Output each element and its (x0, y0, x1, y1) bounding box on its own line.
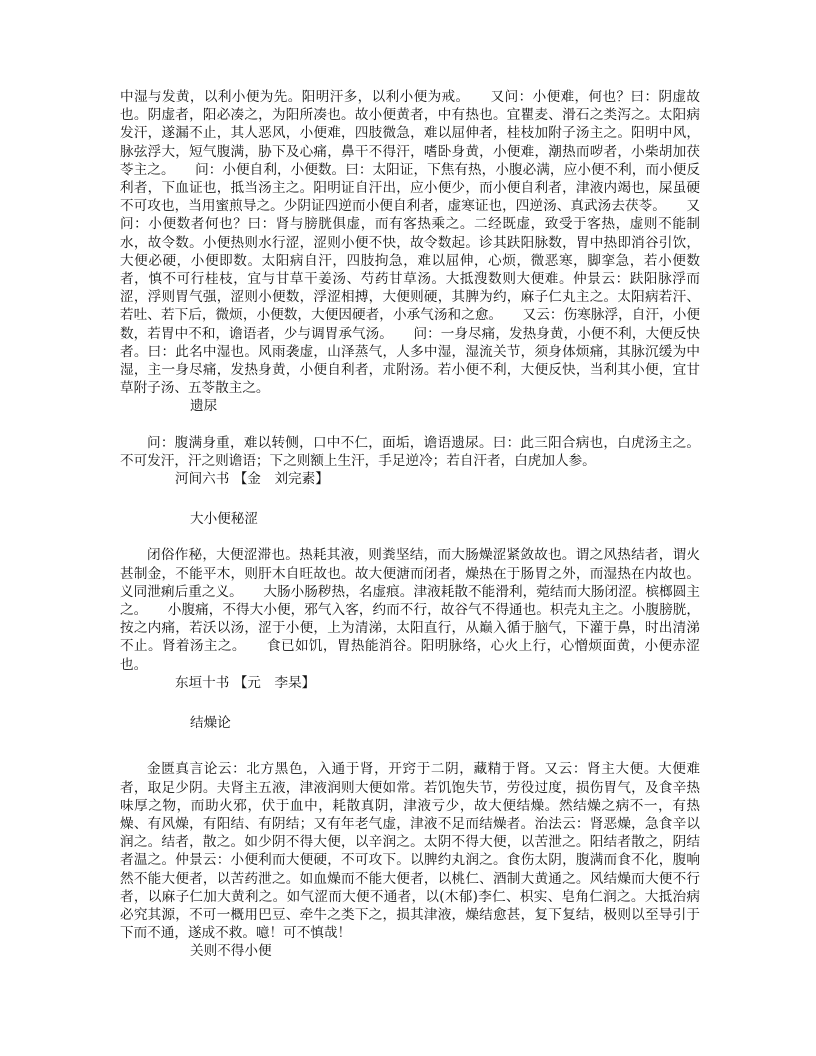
section-heading-yiniao: 遗尿 (190, 398, 218, 415)
section-heading-dxbm: 大小便秘涩 (190, 511, 258, 528)
section-heading-jiezao: 结燥论 (190, 715, 231, 732)
source-byline-dongyuan: 东垣十书 【元 李杲】 (175, 674, 316, 691)
document-page (120, 88, 700, 961)
paragraph-dxbm: 闭俗作秘，大便涩滞也。热耗其液，则粪坚结，而大肠燥涩紧敛故也。谓之风热结者，谓火甚制金，不能平木，则肝木自旺故也。故大便溏而闭者，燥热在于肠胃之外，而湿热在内故也。义同泄痢后重之义。 大肠小肠秽热，名虚痕。津液耗散不能滑利，菀结而大肠闭涩。槟榔圆主之。 小腹痛，不得大小便，邪气入客，约而不行，故谷气不得通也。枳壳丸主之。小腹膀胱，按之内痛，若沃以汤，涩于小便，上为清涕，太阳直行，从巅入循于脑气，下灌于鼻，时出清涕不止。肾着汤主之。 食已如饥，胃热能消谷。阳明脉络，心火上行，心憎烦面黄，小便赤涩也。 (120, 547, 700, 673)
paragraph-jiezao: 金匮真言论云：北方黑色，入通于肾，开窍于二阴，藏精于肾。又云：肾主大便。大便难者，取足少阴。夫肾主五液，津液润则大便如常。若饥饱失节，劳役过度，损伤胃气，及食辛热味厚之物，而助火邪，伏于血中，耗散真阴，津液亏少，故大便结燥。然结燥之病不一，有热燥、有风燥，有阳结、有阴结；又有年老气虚，津液不足而结燥者。治法云：肾恶燥，急食辛以润之。结者，散之。如少阴不得大便，以辛润之。太阴不得大便，以苦泄之。阳结者散之，阴结者温之。仲景云：小便利而大便硬，不可攻下。以脾约丸润之。食伤太阴，腹满而食不化，腹响然不能大便者，以苦药泄之。如血燥而不能大便者，以桃仁、酒制大黄通之。风结燥而大便不行者，以麻子仁加大黄利之。如气涩而大便不通者，以(木郁)李仁、枳实、皂角仁润之。大抵治病必究其源，不可一概用巴豆、牵牛之类下之，损其津液，燥结愈甚，复下复结，极则以至导引于下而不通，遂成不救。噫！可不慎哉！ (120, 761, 700, 942)
paragraph-yiniao: 问：腹满身重，难以转侧，口中不仁，面垢，谵语遗尿。曰：此三阳合病也，白虎汤主之。不可发汗，汗之则谵语；下之则额上生汗，手足逆冷；若自汗者，白虎加人参。 (120, 434, 700, 469)
section-heading-guanze: 关则不得小便 (190, 943, 272, 960)
paragraph-xiaobian-nan: 中湿与发黄，以利小便为先。阳明汗多，以利小便为戒。 又问：小便难，何也？曰：阴虚故也。阴虚者，阳必凑之，为阳所凑也。故小便黄者，中有热也。宜瞿麦、滑石之类泻之。太阳病发汗，遂漏不止，其人恶风，小便难，四肢微急，难以屈伸者，桂枝加附子汤主之。阳明中风，脉弦浮大，短气腹满，胁下及心痛，鼻干不得汗，嗜卧身黄，小便难，潮热而哕者，小柴胡加茯苓主之。 问：小便自利，小便数。曰：太阳证，下焦有热，小腹必满，应小便不利，而小便反利者，下血证也，抵当汤主之。阳明证自汗出，应小便少，而小便自利者，津液内竭也，屎虽硬不可攻也，当用蜜煎导之。少阴证四逆而小便自利者，虚寒证也，四逆汤、真武汤去茯苓。 又问：小便数者何也？曰：肾与膀胱俱虚，而有客热乘之。二经既虚，致受于客热，虚则不能制水，故令数。小便热则水行涩，涩则小便不快，故令数起。诊其趺阳脉数，胃中热即消谷引饮，大便必硬，小便即数。太阳病自汗，四肢拘急，难以屈伸，心烦，微恶寒，脚挛急，若小便数者，慎不可行桂枝，宜与甘草干姜汤、芍药甘草汤。大抵溲数则大便难。仲景云：趺阳脉浮而涩，浮则胃气强，涩则小便数，浮涩相搏，大便则硬，其脾为约，麻子仁丸主之。太阳病若汗、若吐、若下后，微烦，小便数，大便因硬者，小承气汤和之愈。 又云：伤寒脉浮，自汗，小便数，若胃中不和，谵语者，少与调胃承气汤。 问：一身尽痛，发热身黄，小便不利，大便反快者。曰：此名中湿也。风雨袭虚，山泽蒸气，人多中湿，湿流关节，须身体烦痛，其脉沉缓为中湿，主一身尽痛，发热身黄，小便自利者，朮附汤。若小便不利，大便反快，当利其小便，宜甘草附子汤、五苓散主之。 (120, 89, 700, 397)
source-byline-hejian: 河间六书 【金 刘完素】 (175, 471, 329, 488)
